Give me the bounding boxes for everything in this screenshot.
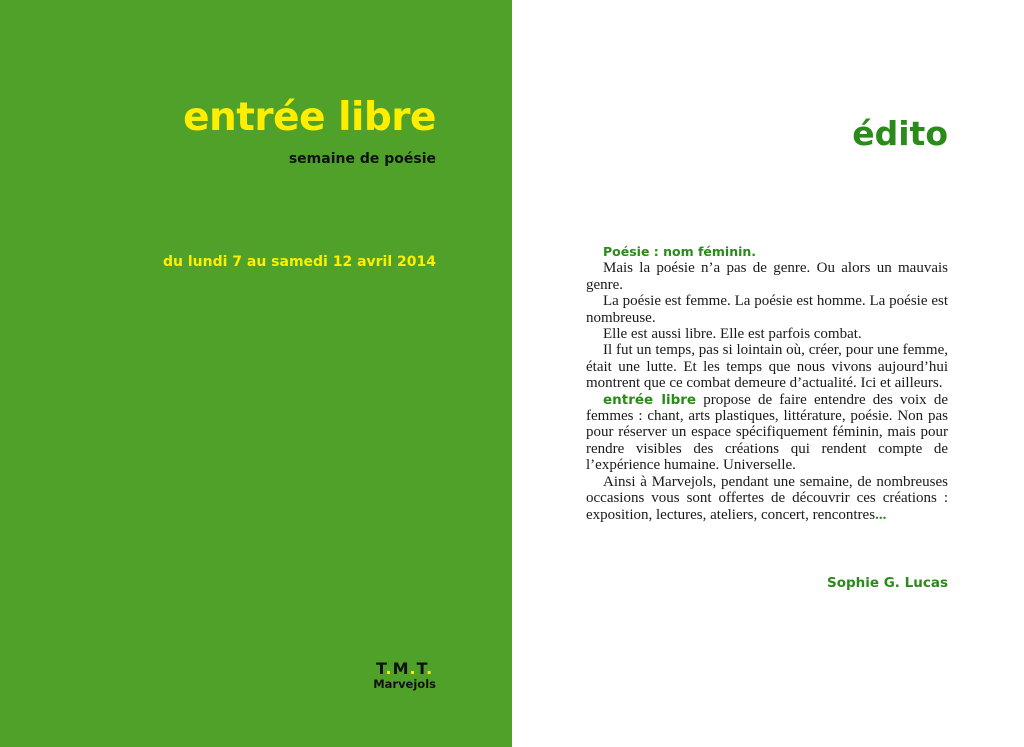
- author-signature: Sophie G. Lucas: [826, 575, 948, 591]
- logo-dot: .: [385, 659, 393, 678]
- edito-body: [586, 244, 948, 523]
- edito-heading: Poésie : nom féminin.: [603, 244, 757, 259]
- edito-paragraph: Il fut un temps, pas si lointain où, créer, pour une femme, était une lutte. Et les temps que nous vivons aujourd’hui montrent que ce combat demeure d’actualité. Ici et ailleurs.: [586, 342, 948, 392]
- edito-title: édito: [852, 114, 948, 153]
- edito-paragraph: Elle est aussi libre. Elle est parfois combat.: [603, 326, 862, 343]
- cover-subtitle: semaine de poésie: [288, 151, 436, 167]
- logo-dot: .: [426, 659, 434, 678]
- publisher-city: Marvejols: [373, 676, 436, 691]
- edito-brand-paragraph: [586, 392, 948, 474]
- publisher-letter-2: M: [392, 659, 410, 678]
- edito-closing-paragraph: [586, 474, 948, 523]
- edito-page: [512, 0, 1024, 747]
- publisher-letter-1: T: [376, 659, 386, 678]
- edito-paragraph: Mais la poésie n’a pas de genre. Ou alors un mauvais genre.: [586, 260, 948, 293]
- event-dates: du lundi 7 au samedi 12 avril 2014: [162, 254, 436, 270]
- edito-heading-paragraph: [586, 244, 948, 260]
- closing-paragraph-text: Ainsi à Marvejols, pendant une semaine, de nombreuses occasions vous sont offertes de découvrir ces créations : exposition, lectures, ateliers, concert, rencontres: [586, 473, 948, 523]
- edito-paragraph: La poésie est femme. La poésie est homme. La poésie est nombreuse.: [586, 293, 948, 326]
- brand-paragraph-text: propose de faire entendre des voix de femmes : chant, arts plastiques, littérature, poésie. Non pas pour réserver un espace spécifiquement féminin, mais pour rendre visibles des créations qui rendent compte de l’expérience humaine. Universelle.: [586, 391, 949, 474]
- closing-ellipsis: ...: [875, 506, 887, 523]
- cover-title: entrée libre: [183, 95, 436, 140]
- logo-dot: .: [409, 659, 417, 678]
- publisher-logo: [373, 660, 436, 691]
- publisher-initials: [373, 660, 436, 678]
- publisher-letter-3: T: [416, 659, 427, 678]
- brand-name-inline: entrée libre: [603, 391, 697, 408]
